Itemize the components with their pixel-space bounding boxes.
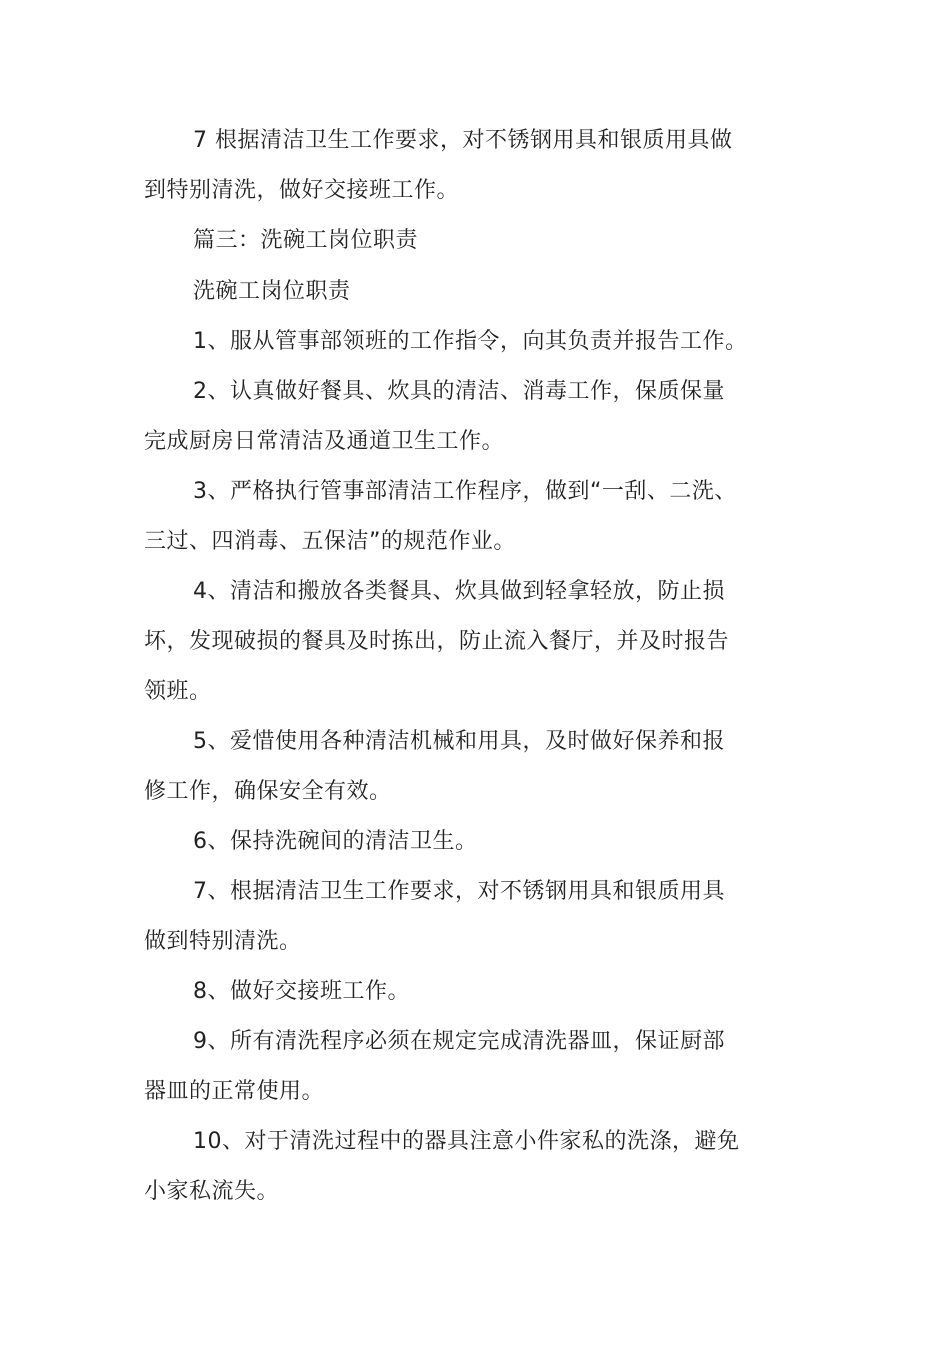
list-item: 3、严格执行管事部清洁工作程序，做到“一刮、二洗、 bbox=[193, 479, 737, 504]
list-item: 6、保持洗碗间的清洁卫生。 bbox=[193, 829, 478, 854]
list-item: 2、认真做好餐具、炊具的清洁、消毒工作，保质保量 bbox=[193, 379, 725, 404]
list-item-continuation: 修工作，确保安全有效。 bbox=[144, 779, 392, 804]
list-item: 1、服从管事部领班的工作指令，向其负责并报告工作。 bbox=[193, 329, 748, 354]
list-item-continuation: 器皿的正常使用。 bbox=[144, 1079, 325, 1104]
list-item: 7、根据清洁卫生工作要求，对不锈钢用具和银质用具 bbox=[193, 879, 725, 904]
list-item-continuation: 坏，发现破损的餐具及时拣出，防止流入餐厅，并及时报告 bbox=[144, 629, 730, 654]
list-item-continuation: 做到特别清洗。 bbox=[144, 929, 302, 954]
text-line: 到特别清洗，做好交接班工作。 bbox=[144, 178, 460, 203]
list-item: 9、所有清洗程序必须在规定完成清洗器皿，保证厨部 bbox=[193, 1029, 725, 1054]
list-item: 8、做好交接班工作。 bbox=[193, 979, 410, 1004]
list-item: 10、对于清洗过程中的器具注意小件家私的洗涤，避免 bbox=[193, 1129, 740, 1154]
list-item: 4、清洁和搬放各类餐具、炊具做到轻拿轻放，防止损 bbox=[193, 579, 725, 604]
list-item-continuation: 小家私流失。 bbox=[144, 1179, 280, 1204]
section-title: 洗碗工岗位职责 bbox=[193, 279, 351, 304]
text-line: 7 根据清洁卫生工作要求，对不锈钢用具和银质用具做 bbox=[193, 128, 733, 153]
list-item-continuation: 三过、四消毒、五保洁”的规范作业。 bbox=[144, 529, 516, 554]
list-item: 5、爱惜使用各种清洁机械和用具，及时做好保养和报 bbox=[193, 729, 725, 754]
list-item-continuation: 完成厨房日常清洁及通道卫生工作。 bbox=[144, 429, 505, 454]
list-item-continuation: 领班。 bbox=[144, 679, 212, 704]
section-heading: 篇三：洗碗工岗位职责 bbox=[193, 228, 419, 253]
